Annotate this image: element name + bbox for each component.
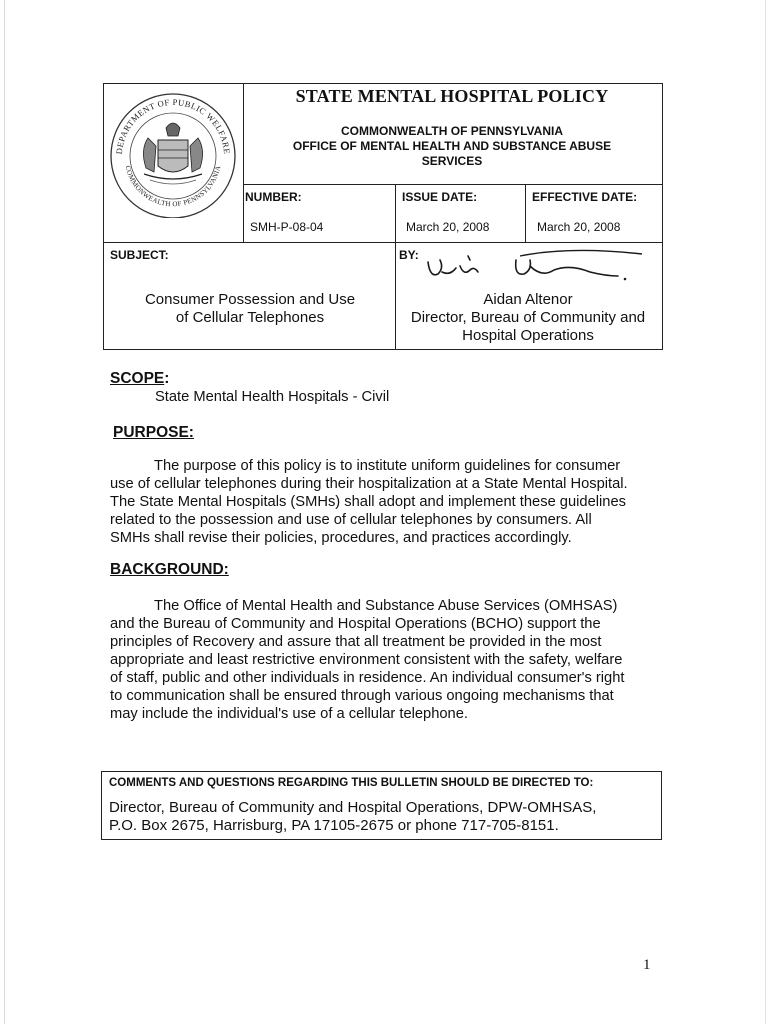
subject-text — [106, 291, 394, 327]
purpose-line: SMHs shall revise their policies, procedures, and practices accordingly. — [110, 530, 572, 546]
comments-line-2: P.O. Box 2675, Harrisburg, PA 17105-2675 or phone 717-705-8151. — [109, 817, 559, 834]
number-value: SMH-P-08-04 — [250, 220, 324, 234]
comments-contact — [109, 799, 596, 835]
comments-line-1: Director, Bureau of Community and Hospital Operations, DPW-OMHSAS, — [109, 799, 597, 816]
scan-edge-right — [765, 0, 766, 1024]
subject-line-1: Consumer Possession and Use — [144, 291, 356, 308]
author-name: Aidan Altenor — [483, 291, 573, 308]
purpose-line: The State Mental Hospitals (SMHs) shall adopt and implement these guidelines — [110, 494, 626, 510]
page-number: 1 — [643, 957, 651, 973]
background-paragraph — [110, 597, 670, 723]
issue-date-label: ISSUE DATE: — [402, 190, 478, 204]
issue-date-value: March 20, 2008 — [406, 220, 490, 234]
scope-heading — [110, 370, 169, 388]
author-block — [396, 291, 660, 345]
background-line: The Office of Mental Health and Substance Abuse Services (OMHSAS) — [154, 598, 618, 614]
scope-text: State Mental Health Hospitals - Civil — [155, 389, 390, 405]
pennsylvania-seal-icon — [108, 88, 238, 218]
office-line-cont: SERVICES — [421, 154, 483, 168]
comments-heading: COMMENTS AND QUESTIONS REGARDING THIS BULLETIN SHOULD BE DIRECTED TO: — [109, 777, 594, 789]
purpose-line: The purpose of this policy is to institute uniform guidelines for consumer — [154, 458, 621, 474]
signature — [420, 246, 660, 286]
subject-divider — [104, 242, 663, 243]
background-line: may include the individual's use of a cellular telephone. — [110, 706, 468, 722]
title-divider — [243, 184, 663, 185]
office-line: OFFICE OF MENTAL HEALTH AND SUBSTANCE ABUSE — [292, 139, 612, 153]
purpose-heading: PURPOSE: — [113, 424, 194, 441]
background-line: principles of Recovery and assure that all treatment be provided in the most — [110, 634, 602, 650]
author-title-2: Hospital Operations — [462, 327, 594, 344]
number-label: NUMBER: — [245, 190, 302, 204]
background-heading: BACKGROUND: — [110, 561, 229, 578]
issuing-office — [243, 124, 661, 169]
scan-edge-left — [4, 0, 5, 1024]
effective-date-label: EFFECTIVE DATE: — [532, 190, 638, 204]
subject-label: SUBJECT: — [110, 248, 169, 262]
policy-title: STATE MENTAL HOSPITAL POLICY — [295, 86, 609, 106]
date-divider — [525, 184, 526, 242]
subject-line-2: of Cellular Telephones — [175, 309, 325, 326]
author-title-1: Director, Bureau of Community and — [410, 309, 646, 326]
purpose-line: use of cellular telephones during their hospitalization at a State Mental Hospital. — [110, 476, 628, 492]
background-line: to communication shall be ensured through various ongoing mechanisms that — [110, 688, 614, 704]
scope-heading-text: SCOPE — [110, 370, 165, 387]
effective-date-value: March 20, 2008 — [537, 220, 621, 234]
scope-colon: : — [164, 370, 170, 387]
background-line: appropriate and least restrictive environment consistent with the safety, welfare — [110, 652, 623, 668]
background-line: of staff, public and other individuals in residence. An individual consumer's right — [110, 670, 625, 686]
background-line: and the Bureau of Community and Hospital Operations (BCHO) support the — [110, 616, 601, 632]
seal-text-bottom: COMMONWEALTH OF PENNSYLVANIA — [123, 164, 223, 209]
commonwealth-line: COMMONWEALTH OF PENNSYLVANIA — [341, 124, 563, 138]
by-label: BY: — [399, 248, 419, 262]
seal-text-top: DEPARTMENT OF PUBLIC WELFARE — [113, 96, 233, 155]
purpose-paragraph — [110, 457, 670, 547]
purpose-line: related to the possession and use of cellular telephones by consumers. All — [110, 512, 592, 528]
